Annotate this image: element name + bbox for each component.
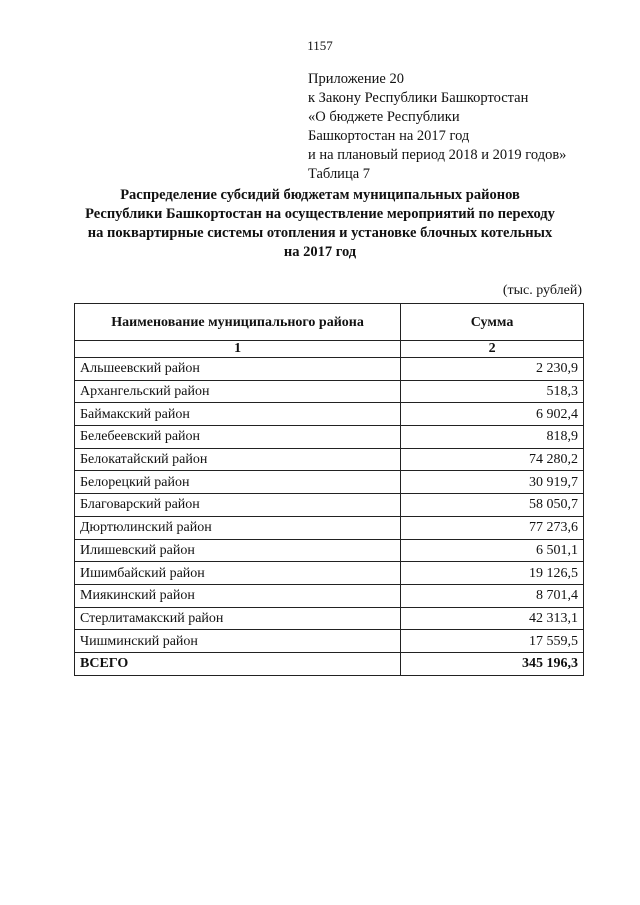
district-sum: 6 501,1 xyxy=(401,539,584,562)
column-number: 2 xyxy=(401,341,584,358)
district-sum: 58 050,7 xyxy=(401,494,584,517)
header-name: Наименование муниципального района xyxy=(75,304,401,341)
appendix-line: и на плановый период 2018 и 2019 годов» xyxy=(308,147,567,163)
appendix-block xyxy=(308,70,566,184)
table-row xyxy=(75,584,584,607)
district-name: Баймакский район xyxy=(75,403,401,426)
district-sum: 42 313,1 xyxy=(401,607,584,630)
table-body xyxy=(75,341,584,676)
table-row xyxy=(75,403,584,426)
table-header-row xyxy=(75,304,584,341)
district-name: Миякинский район xyxy=(75,584,401,607)
table-row xyxy=(75,630,584,653)
table-row xyxy=(75,562,584,585)
district-name: Дюртюлинский район xyxy=(75,516,401,539)
page-number: 1157 xyxy=(307,38,333,53)
table-row xyxy=(75,380,584,403)
appendix-line: Башкортостан на 2017 год xyxy=(308,128,470,144)
title-line: на поквартирные системы отопления и установке блочных котельных xyxy=(87,225,553,241)
title-line: на 2017 год xyxy=(283,244,357,260)
table-row xyxy=(75,607,584,630)
district-name: Благоварский район xyxy=(75,494,401,517)
appendix-line: Приложение 20 xyxy=(308,71,404,87)
district-name: Архангельский район xyxy=(75,380,401,403)
total-sum: 345 196,3 xyxy=(401,652,584,675)
district-sum: 19 126,5 xyxy=(401,562,584,585)
appendix-line: Таблица 7 xyxy=(308,166,371,182)
total-row xyxy=(75,652,584,675)
district-name: Стерлитамакский район xyxy=(75,607,401,630)
header-sum: Сумма xyxy=(401,304,584,341)
table-row xyxy=(75,471,584,494)
units-label: (тыс. рублей) xyxy=(502,283,582,298)
district-sum: 6 902,4 xyxy=(401,403,584,426)
table-row xyxy=(75,426,584,449)
district-sum: 518,3 xyxy=(401,380,584,403)
column-number: 1 xyxy=(75,341,401,358)
total-label: ВСЕГО xyxy=(75,652,401,675)
district-name: Белебеевский район xyxy=(75,426,401,449)
district-name: Белокатайский район xyxy=(75,448,401,471)
document-title xyxy=(60,186,580,262)
district-sum: 2 230,9 xyxy=(401,358,584,381)
table-row xyxy=(75,516,584,539)
title-line: Республики Башкортостан на осуществление мероприятий по переходу xyxy=(85,206,555,222)
appendix-line: к Закону Республики Башкортостан xyxy=(308,90,529,106)
title-line: Распределение субсидий бюджетам муниципальных районов xyxy=(120,187,520,203)
district-sum: 77 273,6 xyxy=(401,516,584,539)
district-name: Илишевский район xyxy=(75,539,401,562)
district-name: Альшеевский район xyxy=(75,358,401,381)
table-row xyxy=(75,494,584,517)
appendix-line: «О бюджете Республики xyxy=(308,109,460,125)
district-sum: 17 559,5 xyxy=(401,630,584,653)
district-sum: 74 280,2 xyxy=(401,448,584,471)
subsidy-table xyxy=(74,303,584,676)
district-sum: 818,9 xyxy=(401,426,584,449)
column-number-row xyxy=(75,341,584,358)
table-row xyxy=(75,448,584,471)
district-name: Ишимбайский район xyxy=(75,562,401,585)
district-sum: 8 701,4 xyxy=(401,584,584,607)
district-name: Чишминский район xyxy=(75,630,401,653)
district-name: Белорецкий район xyxy=(75,471,401,494)
table-row xyxy=(75,358,584,381)
district-sum: 30 919,7 xyxy=(401,471,584,494)
table-row xyxy=(75,539,584,562)
